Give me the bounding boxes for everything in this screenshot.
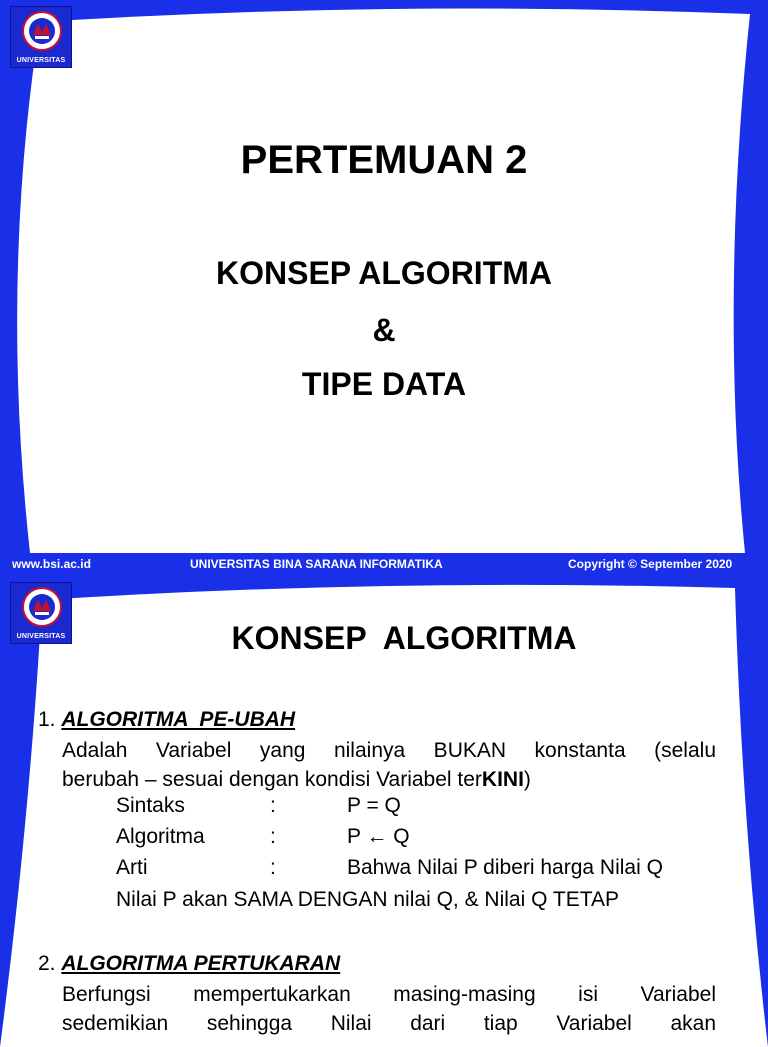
footer-copyright: Copyright © September 2020 xyxy=(568,557,733,571)
logo-label: UNIVERSITAS xyxy=(16,57,66,64)
row-label: Sintaks xyxy=(116,794,185,817)
section-1-heading xyxy=(38,704,295,735)
section-1-desc-line-1: Adalah Variabel yang nilainya BUKAN konstanta (selalu xyxy=(62,739,716,762)
desc-text: berubah – sesuai dengan kondisi Variabel ter xyxy=(62,768,482,791)
section-1-title: ALGORITMA PE-UBAH xyxy=(61,708,296,731)
slide-footer xyxy=(0,553,768,576)
slide-konsep-algoritma xyxy=(0,576,768,1047)
row-label: Algoritma xyxy=(116,825,205,848)
section-2-title: ALGORITMA PERTUKARAN xyxy=(61,952,341,975)
subtitle-line-2: & xyxy=(372,312,396,348)
slide-title-heading: PERTEMUAN 2 xyxy=(240,138,528,182)
bsi-emblem-icon xyxy=(21,10,63,52)
university-logo xyxy=(10,6,72,68)
desc-bold-text: KINI xyxy=(481,768,524,791)
section-1-desc-line-2 xyxy=(62,764,716,795)
section-2-desc-line-1: Berfungsi mempertukarkan masing-masing isi Variabel xyxy=(62,983,716,1006)
row-label: Arti xyxy=(116,856,148,879)
section-2-number: 2. xyxy=(38,952,62,975)
row-separator: : xyxy=(270,856,276,879)
row-value: Bahwa Nilai P diberi harga Nilai Q xyxy=(347,856,663,879)
slide-title-heading: KONSEP ALGORITMA xyxy=(231,620,577,656)
desc-text-end: ) xyxy=(523,768,531,791)
section-2-desc-line-2: sedemikian sehingga Nilai dari tiap Variabel akan xyxy=(62,1012,716,1035)
row-separator: : xyxy=(270,794,276,817)
row-separator: : xyxy=(270,825,276,848)
subtitle-line-1: KONSEP ALGORITMA xyxy=(215,255,552,291)
section-1-note: Nilai P akan SAMA DENGAN nilai Q, & Nilai Q TETAP xyxy=(116,888,619,911)
logo-label: UNIVERSITAS xyxy=(16,633,66,640)
footer-website: www.bsi.ac.id xyxy=(12,557,91,571)
subtitle-line-3: TIPE DATA xyxy=(301,366,467,402)
row-value: P = Q xyxy=(347,794,401,817)
row-value: P ← Q xyxy=(347,825,410,848)
footer-university: UNIVERSITAS BINA SARANA INFORMATIKA xyxy=(190,557,443,571)
section-1-number: 1. xyxy=(38,708,62,731)
section-2-heading xyxy=(38,948,340,979)
